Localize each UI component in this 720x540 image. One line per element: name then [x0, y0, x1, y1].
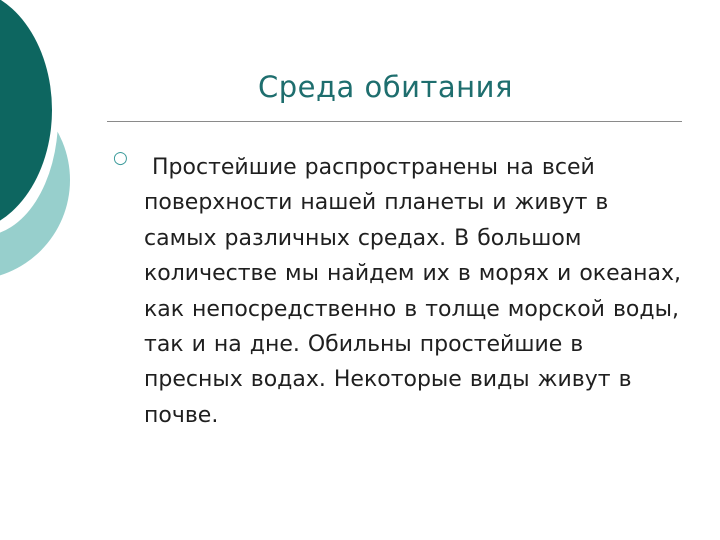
title-divider — [107, 121, 682, 122]
bullet-circle-icon: ○ — [113, 148, 128, 168]
body-paragraph: Простейшие распространены на всей поверхности нашей планеты и живут в самых различных средах. В большом количестве мы найдем их в морях и океанах, как непосредственно в толще морской воды, так и на дне. Обильны простейшие в пресных водах. Некоторые виды живут в почве. — [144, 155, 681, 428]
decorative-circles — [0, 0, 120, 300]
slide-title: Среда обитания — [258, 70, 513, 104]
